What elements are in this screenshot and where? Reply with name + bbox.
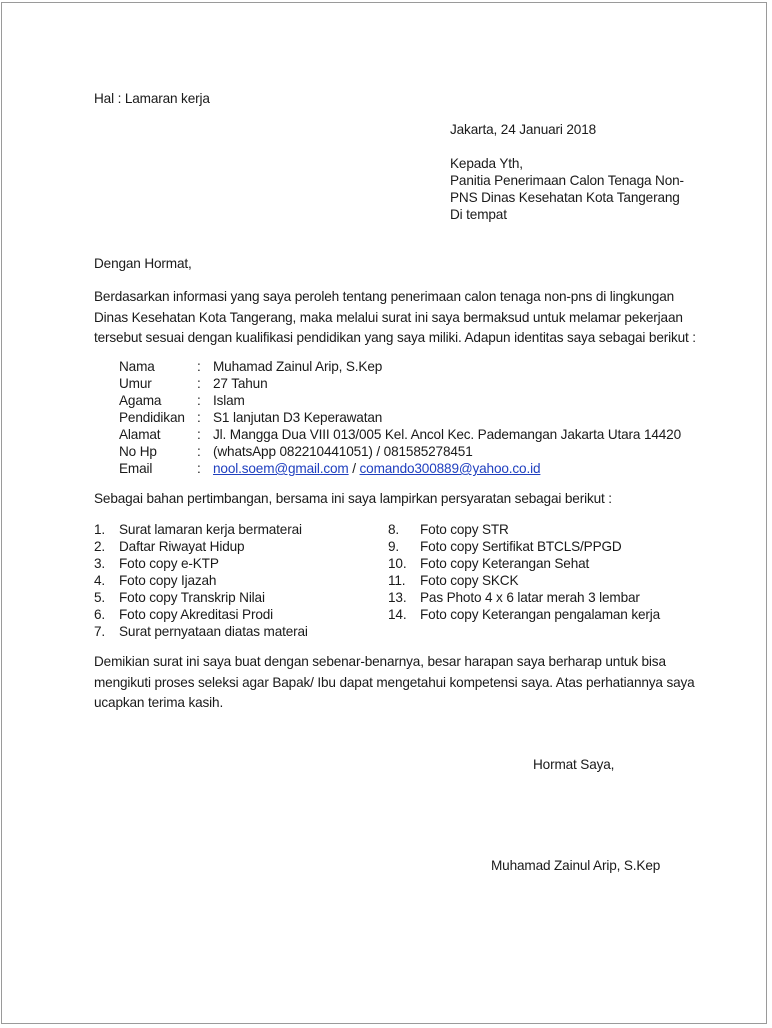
signature-name: Muhamad Zainul Arip, S.Kep (491, 858, 661, 873)
closing-line-1: Demikian surat ini saya buat dengan sebenar-benarnya, besar harapan saya berharap untuk bisa (94, 654, 666, 669)
attachments-intro: Sebagai bahan pertimbangan, bersama ini saya lampirkan persyaratan sebagai berikut : (94, 491, 612, 506)
attachment-number: 9. (388, 539, 400, 554)
greeting: Dengan Hormat, (94, 256, 192, 271)
intro-line-2: Dinas Kesehatan Kota Tangerang, maka melalui surat ini saya bermaksud untuk melamar pekerjaan (94, 309, 683, 325)
attachment-text: Foto copy Keterangan Sehat (420, 556, 590, 571)
attachment-text: Foto copy e-KTP (119, 556, 219, 571)
identity-label: Umur (119, 376, 152, 391)
attachment-number: 8. (388, 522, 400, 537)
identity-colon: : (197, 410, 201, 425)
identity-label: Alamat (119, 427, 161, 442)
recipient-line-4: Di tempat (450, 207, 507, 222)
identity-value: 27 Tahun (213, 376, 268, 391)
attachment-text: Surat pernyataan diatas materai (119, 624, 308, 639)
attachment-number: 13. (388, 590, 407, 605)
email-link-yahoo[interactable]: comando300889@yahoo.co.id (359, 461, 541, 476)
closing-line-2: mengikuti proses seleksi agar Bapak/ Ibu dapat mengetahui kompetensi saya. Atas perhatiannya saya (94, 674, 695, 690)
attachment-text: Daftar Riwayat Hidup (119, 539, 245, 554)
attachment-text: Foto copy Transkrip Nilai (119, 590, 265, 605)
recipient-line-1: Kepada Yth, (450, 156, 523, 171)
identity-value: Islam (213, 393, 245, 408)
attachment-number: 7. (94, 624, 106, 639)
letter-date: Jakarta, 24 Januari 2018 (450, 122, 597, 137)
closing-line-3: ucapkan terima kasih. (94, 695, 224, 710)
identity-label: No Hp (119, 444, 157, 459)
attachment-number: 6. (94, 607, 106, 622)
identity-value: Jl. Mangga Dua VIII 013/005 Kel. Ancol Kec. Pademangan Jakarta Utara 14420 (213, 427, 682, 442)
identity-colon: : (197, 427, 201, 442)
intro-line-3: tersebut sesuai dengan kualifikasi pendidikan yang saya miliki. Adapun identitas saya sebagai berikut : (94, 330, 696, 345)
attachment-number: 10. (388, 556, 407, 571)
intro-paragraph (94, 287, 696, 349)
attachment-number: 3. (94, 556, 106, 571)
closing-paragraph (94, 652, 695, 714)
identity-colon: : (197, 376, 201, 391)
attachment-number: 14. (388, 607, 407, 622)
identity-label: Pendidikan (119, 410, 185, 425)
letter-subject: Hal : Lamaran kerja (94, 91, 210, 106)
recipient-line-3: PNS Dinas Kesehatan Kota Tangerang (450, 190, 680, 205)
identity-colon: : (197, 444, 201, 459)
identity-value: (whatsApp 082210441051) / 081585278451 (213, 444, 473, 459)
email-separator: / (348, 461, 360, 476)
attachment-text: Pas Photo 4 x 6 latar merah 3 lembar (420, 590, 640, 605)
attachment-text: Foto copy STR (420, 522, 509, 537)
identity-label: Agama (119, 393, 162, 408)
attachment-number: 5. (94, 590, 106, 605)
attachment-text: Foto copy Akreditasi Prodi (119, 607, 274, 622)
recipient-line-2: Panitia Penerimaan Calon Tenaga Non- (450, 173, 684, 188)
attachment-text: Foto copy Ijazah (119, 573, 217, 588)
attachment-number: 2. (94, 539, 106, 554)
identity-value: Muhamad Zainul Arip, S.Kep (213, 359, 383, 374)
identity-email-value (213, 460, 540, 477)
attachment-text: Foto copy Sertifikat BTCLS/PPGD (420, 539, 622, 554)
identity-label: Email (119, 461, 153, 476)
identity-colon: : (197, 461, 201, 476)
identity-colon: : (197, 359, 201, 374)
intro-line-1: Berdasarkan informasi yang saya peroleh tentang penerimaan calon tenaga non-pns di lingkungan (94, 289, 675, 304)
identity-label: Nama (119, 359, 155, 374)
attachment-text: Foto copy Keterangan pengalaman kerja (420, 607, 661, 622)
signature-salutation: Hormat Saya, (533, 757, 615, 772)
attachment-text: Foto copy SKCK (420, 573, 519, 588)
attachment-number: 1. (94, 522, 106, 537)
attachment-text: Surat lamaran kerja bermaterai (119, 522, 302, 537)
identity-value: S1 lanjutan D3 Keperawatan (213, 410, 383, 425)
email-link-gmail[interactable]: nool.soem@gmail.com (213, 461, 349, 476)
identity-colon: : (197, 393, 201, 408)
attachment-number: 11. (388, 573, 406, 588)
attachment-number: 4. (94, 573, 106, 588)
